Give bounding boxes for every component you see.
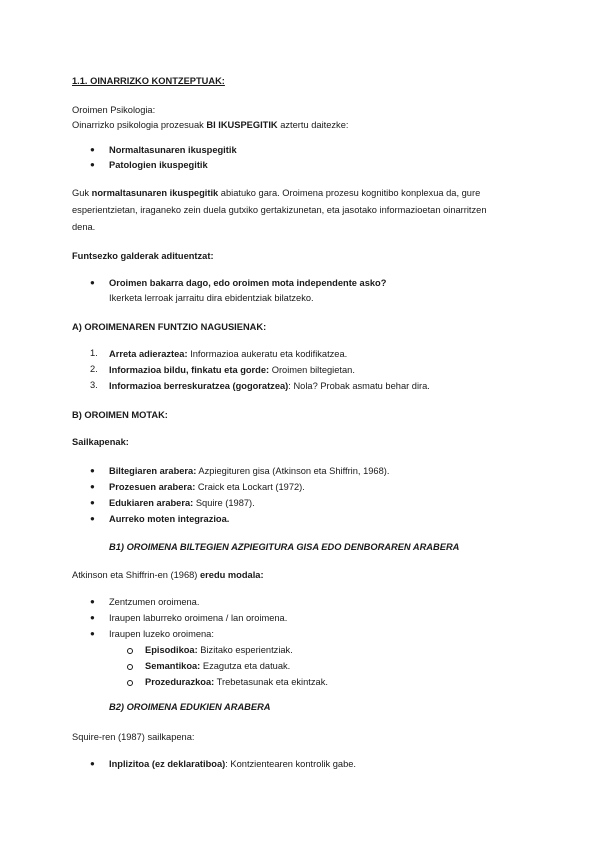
bullet-icon: ● — [90, 145, 95, 154]
questions-heading: Funtsezko galderak adituentzat: — [72, 251, 214, 261]
b2-intro: Squire-ren (1987) sailkapena: — [72, 732, 195, 742]
memory-item: Zentzumen oroimena. — [109, 597, 200, 607]
bullet-icon: ● — [90, 482, 95, 491]
hollow-bullet-icon — [127, 664, 133, 670]
question-item: Oroimen bakarra dago, edo oroimen mota independente asko? — [109, 278, 387, 288]
memory-item: Iraupen luzeko oroimena: — [109, 629, 214, 639]
list-item: Patologien ikuspegitik — [109, 160, 208, 170]
function-item: Informazioa bildu, finkatu eta gorde: Oroimen biltegietan. — [109, 365, 355, 375]
hollow-bullet-icon — [127, 648, 133, 654]
bullet-icon: ● — [90, 466, 95, 475]
list-number: 3. — [90, 380, 98, 390]
bullet-icon: ● — [90, 160, 95, 169]
types-heading: B) OROIMEN MOTAK: — [72, 410, 168, 420]
paragraph-line-1: Guk normaltasunaren ikuspegitik abiatuko gara. Oroimena prozesu kognitibo konplexua da, gure — [72, 188, 481, 198]
bullet-icon: ● — [90, 613, 95, 622]
bullet-icon: ● — [90, 498, 95, 507]
b1-model-line: Atkinson eta Shiffrin-en (1968) eredu modala: — [72, 570, 264, 580]
bullet-icon: ● — [90, 597, 95, 606]
memory-subitem: Prozedurazkoa: Trebetasunak eta ekintzak. — [145, 677, 328, 687]
type-item: Biltegiaren arabera: Azpiegituren gisa (Atkinson eta Shiffrin, 1968). — [109, 466, 390, 476]
type-item: Aurreko moten integrazioa. — [109, 514, 230, 524]
question-subtext: Ikerketa lerroak jarraitu dira ebidentziak bilatzeko. — [109, 293, 314, 303]
bullet-icon: ● — [90, 278, 95, 287]
bullet-icon: ● — [90, 759, 95, 768]
memory-subitem: Episodikoa: Bizitako esperientziak. — [145, 645, 293, 655]
functions-heading: A) OROIMENAREN FUNTZIO NAGUSIENAK: — [72, 322, 267, 332]
list-item: Normaltasunaren ikuspegitik — [109, 145, 237, 155]
function-item: Informazioa berreskuratzea (gogoratzea): Nola? Probak asmatu behar dira. — [109, 381, 430, 391]
type-item: Edukiaren arabera: Squire (1987). — [109, 498, 255, 508]
types-subheading: Sailkapenak: — [72, 437, 129, 447]
bullet-icon: ● — [90, 629, 95, 638]
function-item: Arreta adieraztea: Informazioa aukeratu eta kodifikatzea. — [109, 349, 348, 359]
content-item: Inplizitoa (ez deklaratiboa): Kontzientearen kontrolik gabe. — [109, 759, 356, 769]
paragraph-line-2: esperientzietan, iraganeko zein duela gutxiko gertakizunetan, eta jasotako informazioetan oinarritzen — [72, 205, 487, 215]
memory-subitem: Semantikoa: Ezagutza eta datuak. — [145, 661, 291, 671]
b1-heading: B1) OROIMENA BILTEGIEN AZPIEGITURA GISA EDO DENBORAREN ARABERA — [109, 542, 460, 552]
bullet-icon: ● — [90, 514, 95, 523]
list-number: 1. — [90, 348, 98, 358]
paragraph-line-3: dena. — [72, 222, 96, 232]
section-title: 1.1. OINARRIZKO KONTZEPTUAK: — [72, 76, 225, 86]
hollow-bullet-icon — [127, 680, 133, 686]
memory-item: Iraupen laburreko oroimena / lan oroimena. — [109, 613, 288, 623]
intro-heading: Oroimen Psikologia: — [72, 105, 156, 115]
type-item: Prozesuen arabera: Craick eta Lockart (1972). — [109, 482, 305, 492]
intro-line: Oinarrizko psikologia prozesuak BI IKUSPEGITIK aztertu daitezke: — [72, 120, 349, 130]
b2-heading: B2) OROIMENA EDUKIEN ARABERA — [109, 702, 271, 712]
list-number: 2. — [90, 364, 98, 374]
